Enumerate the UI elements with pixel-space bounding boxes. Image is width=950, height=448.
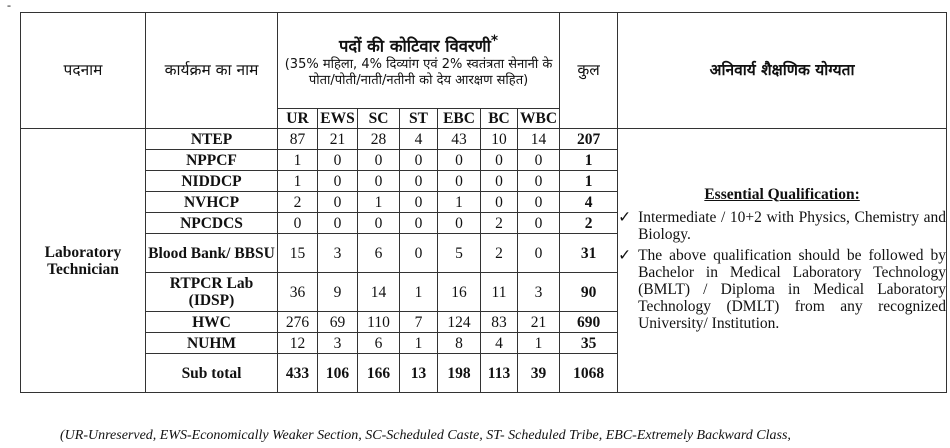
count-cell: 0: [518, 234, 560, 273]
count-cell: 1: [400, 273, 438, 312]
count-cell: 3: [318, 234, 358, 273]
count-cell: 0: [278, 213, 318, 234]
subtotal-cell: 433: [278, 354, 318, 393]
category-title: पदों की कोटिवार विवरणी*: [338, 33, 499, 56]
count-cell: 4: [400, 129, 438, 150]
count-cell: 15: [278, 234, 318, 273]
count-cell: 4: [481, 333, 518, 354]
category-header-st: ST: [400, 109, 438, 129]
count-cell: 0: [318, 213, 358, 234]
count-cell: 0: [438, 213, 481, 234]
page-mark: -: [7, 0, 11, 12]
count-cell: 6: [358, 234, 400, 273]
count-cell: 0: [438, 171, 481, 192]
header-total: कुल: [560, 13, 618, 129]
count-cell: 0: [438, 150, 481, 171]
program-name: HWC: [146, 312, 278, 333]
count-cell: 10: [481, 129, 518, 150]
row-total: 207: [560, 129, 618, 150]
count-cell: 2: [481, 213, 518, 234]
count-cell: 1: [278, 150, 318, 171]
count-cell: 8: [438, 333, 481, 354]
header-program-name: कार्यक्रम का नाम: [146, 13, 278, 129]
count-cell: 3: [318, 333, 358, 354]
count-cell: 0: [358, 213, 400, 234]
qualification-item: ✓ The above qualification should be followed by Bachelor in Medical Laboratory Technology (BMLT) / Diploma in Medical Laboratory Technology (DMLT) from any recognized University/ Institution.: [618, 246, 947, 332]
subtotal-cell: 106: [318, 354, 358, 393]
count-cell: 14: [518, 129, 560, 150]
abbreviation-footnote: (UR-Unreserved, EWS-Economically Weaker Section, SC-Scheduled Caste, ST- Scheduled Tribe, EBC-Extremely Backward Class,: [60, 428, 791, 443]
count-cell: 28: [358, 129, 400, 150]
category-header-ews: EWS: [318, 109, 358, 129]
count-cell: 43: [438, 129, 481, 150]
subtotal-cell: 13: [400, 354, 438, 393]
count-cell: 5: [438, 234, 481, 273]
count-cell: 1: [400, 333, 438, 354]
row-total: 35: [560, 333, 618, 354]
subtotal-label: Sub total: [146, 354, 278, 393]
header-qualification: अनिवार्य शैक्षणिक योग्यता: [618, 13, 947, 129]
program-name: NIDDCP: [146, 171, 278, 192]
count-cell: 110: [358, 312, 400, 333]
qualification-item: ✓ Intermediate / 10+2 with Physics, Chemistry and Biology.: [618, 208, 947, 243]
header-post-name: पदनाम: [21, 13, 146, 129]
count-cell: 1: [438, 192, 481, 213]
count-cell: 2: [278, 192, 318, 213]
post-name-cell: Laboratory Technician: [21, 129, 146, 393]
count-cell: 0: [481, 150, 518, 171]
category-header-bc: BC: [481, 109, 518, 129]
count-cell: 0: [400, 234, 438, 273]
count-cell: 6: [358, 333, 400, 354]
program-name: Blood Bank/ BBSU: [146, 234, 278, 273]
subtotal-cell: 198: [438, 354, 481, 393]
count-cell: 0: [518, 192, 560, 213]
count-cell: 0: [318, 171, 358, 192]
program-name: RTPCR Lab (IDSP): [146, 273, 278, 312]
program-name: NPCDCS: [146, 213, 278, 234]
row-total: 4: [560, 192, 618, 213]
count-cell: 36: [278, 273, 318, 312]
count-cell: 0: [518, 150, 560, 171]
program-name: NTEP: [146, 129, 278, 150]
qualification-list: [618, 209, 946, 332]
count-cell: 7: [400, 312, 438, 333]
count-cell: 21: [318, 129, 358, 150]
count-cell: 124: [438, 312, 481, 333]
program-name: NVHCP: [146, 192, 278, 213]
count-cell: 1: [278, 171, 318, 192]
grand-total: 1068: [560, 354, 618, 393]
count-cell: 69: [318, 312, 358, 333]
count-cell: 14: [358, 273, 400, 312]
vacancy-table: [20, 12, 947, 393]
checkmark-icon: ✓: [618, 208, 632, 226]
count-cell: 0: [481, 192, 518, 213]
row-total: 690: [560, 312, 618, 333]
header-category-breakdown: [278, 13, 560, 109]
count-cell: 3: [518, 273, 560, 312]
count-cell: 12: [278, 333, 318, 354]
table-row: [21, 129, 947, 150]
count-cell: 83: [481, 312, 518, 333]
subtotal-cell: 113: [481, 354, 518, 393]
count-cell: 0: [400, 171, 438, 192]
subtotal-cell: 166: [358, 354, 400, 393]
count-cell: 0: [518, 213, 560, 234]
qualification-cell: [618, 129, 947, 393]
count-cell: 0: [318, 192, 358, 213]
row-total: 31: [560, 234, 618, 273]
count-cell: 276: [278, 312, 318, 333]
row-total: 1: [560, 171, 618, 192]
count-cell: 0: [400, 150, 438, 171]
category-header-sc: SC: [358, 109, 400, 129]
count-cell: 87: [278, 129, 318, 150]
count-cell: 0: [358, 171, 400, 192]
row-total: 1: [560, 150, 618, 171]
qualification-heading: Essential Qualification:: [704, 185, 860, 203]
count-cell: 0: [481, 171, 518, 192]
program-name: NUHM: [146, 333, 278, 354]
program-name: NPPCF: [146, 150, 278, 171]
category-subtitle: (35% महिला, 4% दिव्यांग एवं 2% स्वतंत्रता सेनानी के पोता/पोती/नाती/नतीनी को देय आरक्षण सहित): [284, 56, 553, 89]
count-cell: 0: [318, 150, 358, 171]
count-cell: 21: [518, 312, 560, 333]
row-total: 2: [560, 213, 618, 234]
row-total: 90: [560, 273, 618, 312]
count-cell: 2: [481, 234, 518, 273]
count-cell: 0: [358, 150, 400, 171]
checkmark-icon: ✓: [618, 246, 632, 264]
count-cell: 11: [481, 273, 518, 312]
count-cell: 16: [438, 273, 481, 312]
count-cell: 0: [400, 213, 438, 234]
count-cell: 1: [518, 333, 560, 354]
subtotal-cell: 39: [518, 354, 560, 393]
category-header-wbc: WBC: [518, 109, 560, 129]
category-header-ur: UR: [278, 109, 318, 129]
count-cell: 1: [358, 192, 400, 213]
count-cell: 9: [318, 273, 358, 312]
count-cell: 0: [518, 171, 560, 192]
count-cell: 0: [400, 192, 438, 213]
category-header-ebc: EBC: [438, 109, 481, 129]
